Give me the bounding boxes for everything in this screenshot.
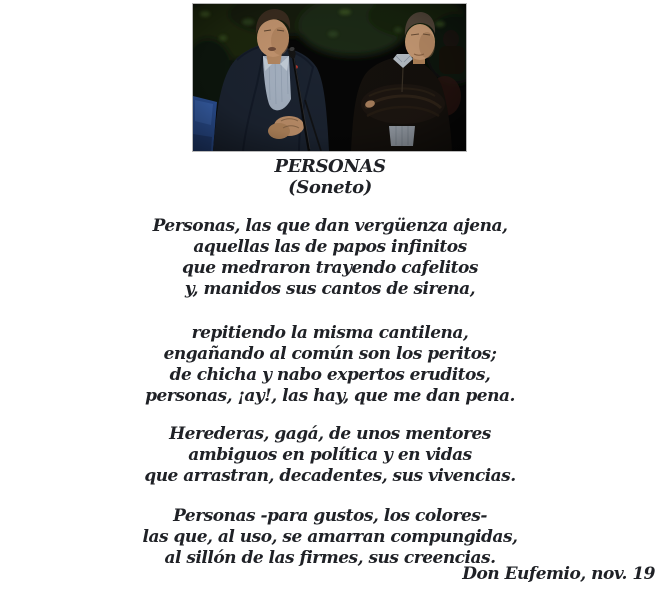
photo-illustration	[193, 4, 466, 151]
poem-line: Personas -para gustos, los colores-	[173, 506, 487, 526]
poem-line: engañando al común son los peritos;	[163, 344, 497, 364]
poem-line: repitiendo la misma cantilena,	[191, 323, 469, 343]
poem-line: que arrastran, decadentes, sus vivencias.	[144, 466, 516, 486]
stanza-1	[0, 216, 660, 300]
stanza-2	[0, 323, 660, 407]
poem-line: las que, al uso, se amarran compungidas,	[142, 527, 518, 547]
poem-line: de chicha y nabo expertos eruditos,	[169, 365, 491, 385]
poem-line: Herederas, gagá, de unos mentores	[169, 424, 491, 444]
stanza-3	[0, 424, 660, 487]
poem-line: que medraron trayendo cafelitos	[182, 258, 478, 278]
poem-title: PERSONAS	[274, 156, 386, 177]
poem-line: y, manidos sus cantos de sirena,	[184, 279, 476, 299]
stanza-4	[0, 506, 660, 569]
poem-line: al sillón de las firmes, sus creencias.	[164, 548, 496, 568]
author-signature: Don Eufemio, nov. 19	[462, 564, 655, 584]
poem-line: personas, ¡ay!, las hay, que me dan pena.	[145, 386, 515, 406]
poem-line: Personas, las que dan vergüenza ajena,	[152, 216, 508, 236]
photo-two-politicians	[192, 3, 467, 152]
poem-line: ambiguos en política y en vidas	[188, 445, 472, 465]
poem-header	[0, 156, 660, 198]
poem-line: aquellas las de papos infinitos	[193, 237, 467, 257]
poem-subtitle: (Soneto)	[288, 177, 372, 198]
